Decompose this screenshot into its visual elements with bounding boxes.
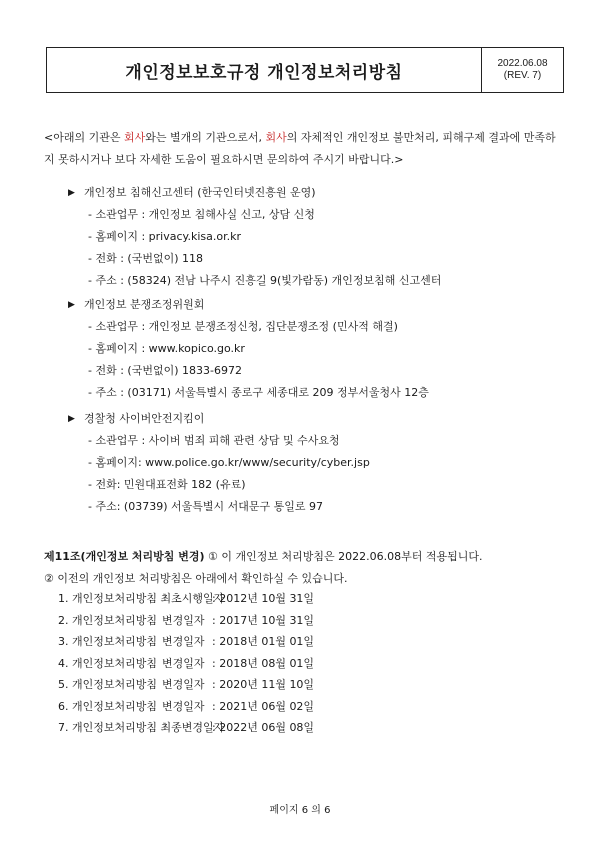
history-label: 개인정보처리방침 — [72, 613, 158, 627]
history-number: 5. — [58, 678, 69, 691]
intro-paragraph — [44, 127, 566, 171]
company-highlight-1: 회사 — [123, 131, 146, 144]
history-mid: 변경일자 — [162, 678, 205, 691]
history-number: 6. — [58, 699, 69, 713]
history-row — [58, 588, 314, 610]
document-header — [46, 47, 564, 93]
history-date: : 2021년 06월 02일 — [212, 699, 315, 713]
revision-box — [481, 48, 563, 92]
triangle-bullet-icon: ▶ — [68, 300, 75, 310]
page-number: 페이지 6 의 6 — [269, 805, 331, 816]
history-label: 개인정보처리방침 — [72, 656, 158, 670]
revision-date: 2022.06.08 — [497, 58, 548, 69]
org-item: - 전화: 민원대표전화 182 (유료) — [88, 478, 246, 491]
history-row — [58, 674, 314, 696]
history-label: 개인정보처리방침 최초시행일자 — [72, 592, 225, 605]
org-name: 개인정보 분쟁조정위원회 — [84, 298, 205, 311]
article-11 — [44, 546, 574, 590]
history-label: 개인정보처리방침 — [72, 699, 158, 713]
history-row — [58, 631, 314, 653]
org-item: - 홈페이지 : privacy.kisa.or.kr — [88, 230, 241, 243]
history-date: : 2018년 01월 01일 — [212, 635, 315, 648]
history-number: 2. — [58, 613, 69, 627]
history-label: 개인정보처리방침 — [72, 635, 158, 648]
org-block-dispute-committee — [68, 294, 429, 404]
history-label: 개인정보처리방침 최종변경일자 — [72, 721, 225, 734]
revision-history-list — [58, 588, 314, 739]
history-row — [58, 696, 314, 718]
org-item: - 주소 : (58324) 전남 나주시 진흥길 9(빛가람동) 개인정보침해 신고센터 — [88, 274, 442, 287]
history-number: 7. — [58, 721, 69, 734]
revision-number: (REV. 7) — [503, 70, 542, 81]
triangle-bullet-icon: ▶ — [68, 188, 75, 198]
org-item: - 전화 : (국번없이) 1833-6972 — [88, 364, 242, 377]
intro-text-2: 와는 별개의 기관으로서, — [145, 131, 266, 144]
org-item: - 홈페이지: www.police.go.kr/www/security/cyber.jsp — [88, 456, 370, 469]
company-highlight-2: 회사 — [265, 131, 287, 144]
document-title: 개인정보보호규정 개인정보처리방침 — [125, 62, 403, 83]
history-mid: 변경일자 — [162, 613, 205, 627]
org-item: - 소관업무 : 사이버 범죄 피해 관련 상담 및 수사요청 — [88, 434, 340, 447]
history-row — [58, 610, 314, 632]
history-row — [58, 717, 314, 739]
org-item: - 주소 : (03171) 서울특별시 종로구 세종대로 209 정부서울청사 12층 — [88, 386, 429, 399]
org-item: - 주소: (03739) 서울특별시 서대문구 통일로 97 — [88, 500, 323, 513]
history-date: : 2020년 11월 10일 — [212, 678, 315, 691]
org-name: 개인정보 침해신고센터 (한국인터넷진흥원 운영) — [84, 186, 316, 199]
history-label: 개인정보처리방침 — [72, 678, 158, 691]
article-line-1: ① 이 개인정보 처리방침은 2022.06.08부터 적용됩니다. — [204, 550, 483, 563]
history-number: 4. — [58, 656, 69, 670]
org-item: - 소관업무 : 개인정보 분쟁조정신청, 집단분쟁조정 (민사적 해결) — [88, 320, 398, 333]
org-block-cyber-police — [68, 408, 370, 518]
intro-text-1: <아래의 기관은 — [44, 131, 124, 144]
history-row — [58, 653, 314, 675]
triangle-bullet-icon: ▶ — [68, 414, 75, 424]
org-block-privacy-center — [68, 182, 441, 292]
article-line-2: ② 이전의 개인정보 처리방침은 아래에서 확인하실 수 있습니다. — [44, 572, 348, 585]
history-mid: 변경일자 — [162, 656, 205, 670]
history-number: 1. — [58, 592, 69, 605]
history-date: : 2017년 10월 31일 — [212, 613, 315, 627]
history-date: : 2012년 10월 31일 — [212, 592, 315, 605]
history-date: : 2018년 08월 01일 — [212, 656, 315, 670]
org-name: 경찰청 사이버안전지킴이 — [84, 412, 205, 425]
history-number: 3. — [58, 635, 69, 648]
history-date: : 2022년 06월 08일 — [212, 721, 315, 734]
history-mid: 변경일자 — [162, 635, 205, 648]
org-item: - 전화 : (국번없이) 118 — [88, 252, 203, 265]
article-title: 제11조(개인정보 처리방침 변경) — [44, 550, 205, 563]
intro-text-3: 의 자체적인 개인정보 불만처리, 피해구제 결과에 만족하지 못하시거나 보다 자세한 도움이 필요하시면 문의하여 주시기 바랍니다.> — [44, 131, 556, 166]
org-item: - 홈페이지 : www.kopico.go.kr — [88, 342, 245, 355]
org-item: - 소관업무 : 개인정보 침해사실 신고, 상담 신청 — [88, 208, 315, 221]
history-mid: 변경일자 — [162, 699, 205, 713]
